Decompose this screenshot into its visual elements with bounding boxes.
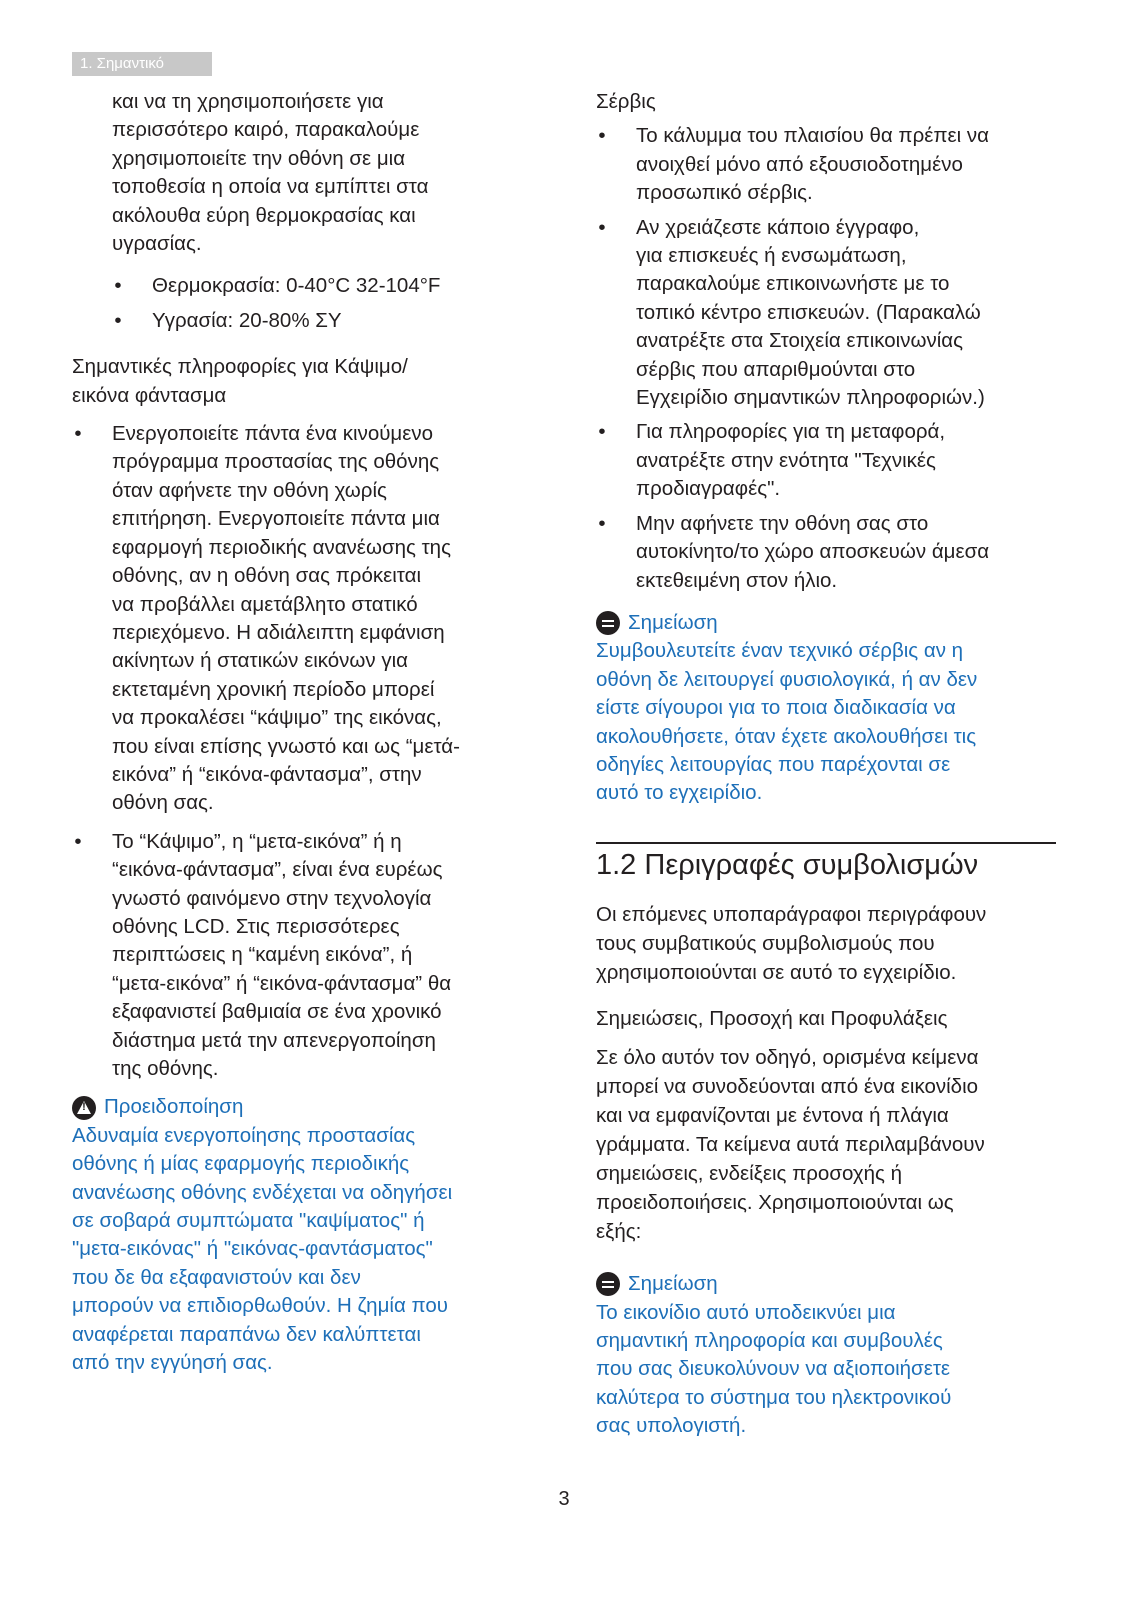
notes-body: Σε όλο αυτόν τον οδηγό, ορισμένα κείμενα μπορεί να συνοδεύονται από ένα εικονίδιο και να εμφανίζονται με έντονα ή πλάγια γράμματα. Τα κείμενα αυτά περιλαμβάνουν σημειώσεις, ενδείξεις προσοχής ή προειδοποιήσεις. Χρησιμοποιούνται ως εξής: (596, 1046, 985, 1244)
list-item: • Θερμοκρασία: 0-40°C 32-104°F (114, 274, 441, 298)
warning-box (72, 1093, 530, 1377)
note-title: Σημείωση (628, 1272, 718, 1296)
spec-list (72, 272, 530, 335)
left-column (72, 88, 530, 1377)
burn-in-heading: Σημαντικές πληροφορίες για Κάψιμο/ εικόνα φάντασμα (72, 355, 408, 407)
service-heading: Σέρβις (596, 90, 656, 113)
list-item: • Για πληροφορίες για τη μεταφορά, ανατρέξτε στην ενότητα "Τεχνικές προδιαγραφές". (598, 420, 946, 501)
section-tab: 1. Σημαντικό (72, 52, 212, 76)
intro-paragraph: και να τη χρησιμοποιήσετε για περισσότερο καιρό, παρακαλούμε χρησιμοποιείτε την οθόνη σε μια τοποθεσία η οποία να εμπίπτει στα ακόλουθα εύρη θερμοκρασίας και υγρασίας. (112, 90, 429, 256)
note-header (596, 1270, 1056, 1298)
burn-in-list (72, 420, 530, 1083)
note-box (596, 1270, 1056, 1440)
warning-header (72, 1093, 530, 1121)
list-item: • Αν χρειάζεστε κάποιο έγγραφο, για επισκευές ή ενσωμάτωση, παρακαλούμε επικοινωνήστε με το τοπικό κέντρο επισκευών. (Παρακαλώ ανατρέξτε στα Στοιχεία επικοινωνίας σέρβις που απαριθμούνται στο Εγχειρίδιο σημαντικών πληροφοριών.) (598, 215, 985, 410)
note-text: Το εικονίδιο αυτό υποδεικνύει μια σημαντική πληροφορία και συμβουλές που σας διευκολύνουν να αξιοποιήσετε καλύτερα το σύστημα του ηλεκτρονικού σας υπολογιστή. (596, 1300, 952, 1438)
note-icon (596, 1272, 620, 1296)
list-item: • Υγρασία: 20-80% ΣΥ (114, 308, 342, 332)
note-box (596, 609, 1056, 808)
warning-icon (72, 1096, 96, 1120)
right-column (596, 88, 1056, 1441)
list-item: • Το “Κάψιμο”, η “μετα-εικόνα” ή η “εικόνα-φάντασμα”, είναι ένα ευρέως γνωστό φαινόμενο στην τεχνολογία οθόνης LCD. Στις περισσότερες περιπτώσεις η “καμένη εικόνα”, ή “μετα-εικόνα” ή “εικόνα-φάντασμα” θα εξαφανιστεί βαθμιαία σε ένα χρονικό διάστημα μετά την απενεργοποίηση της οθόνης. (74, 829, 452, 1080)
service-list (596, 122, 1056, 595)
note-text: Συμβουλευτείτε έναν τεχνικό σέρβις αν η οθόνη δε λειτουργεί φυσιολογικά, ή αν δεν είστε σίγουροι για το ποια διαδικασία να ακολουθήσετε, όταν έχετε ακολουθήσει τις οδηγίες λειτουργίας που παρέχονται σε αυτό το εγχειρίδιο. (596, 639, 978, 805)
notes-heading: Σημειώσεις, Προσοχή και Προφυλάξεις (596, 1006, 948, 1030)
list-item: • Ενεργοποιείτε πάντα ένα κινούμενο πρόγραμμα προστασίας της οθόνης όταν αφήνετε την οθόνη χωρίς επιτήρηση. Ενεργοποιείτε πάντα μια εφαρμογή περιοδικής ανανέωσης της οθόνης, αν η οθόνη σας πρόκειται να προβάλλει αμετάβλητο στατικό περιεχόμενο. Η αδιάλειπτη εμφάνιση ακίνητων ή στατικών εικόνων για εκτεταμένη χρονική περίοδο μπορεί να προκαλέσει “κάψιμο” της εικόνας, που είναι επίσης γνωστό και ως “μετά- εικόνα” ή “εικόνα-φάντασμα”, στην οθόνη σας. (74, 422, 460, 815)
page-number: 3 (558, 1488, 570, 1510)
warning-text: Αδυναμία ενεργοποίησης προστασίας οθόνης ή μίας εφαρμογής περιοδικής ανανέωσης οθόνης ενδέχεται να οδηγήσει σε σοβαρά συμπτώματα "καψίματος" ή "μετα-εικόνας" ή "εικόνας-φαντάσματος" που δε θα εξαφανιστούν και δεν μπορούν να επιδιορθωθούν. Η ζημία που αναφέρεται παραπάνω δεν καλύπτεται από την εγγύησή σας. (72, 1123, 453, 1375)
section-title: 1.2 Περιγραφές συμβολισμών (596, 842, 1056, 882)
list-item: • Μην αφήνετε την οθόνη σας στο αυτοκίνητο/το χώρο αποσκευών άμεσα εκτεθειμένη στον ήλιο. (598, 511, 990, 592)
note-header (596, 609, 1056, 637)
warning-title: Προειδοποίηση (104, 1095, 244, 1119)
note-icon (596, 611, 620, 635)
section-intro: Οι επόμενες υποπαράγραφοι περιγράφουν τους συμβατικούς συμβολισμούς που χρησιμοποιούνται σε αυτό το εγχειρίδιο. (596, 902, 987, 984)
note-title: Σημείωση (628, 610, 718, 634)
list-item: • Το κάλυμμα του πλαισίου θα πρέπει να ανοιχθεί μόνο από εξουσιοδοτημένο προσωπικό σέρβις. (598, 124, 990, 205)
